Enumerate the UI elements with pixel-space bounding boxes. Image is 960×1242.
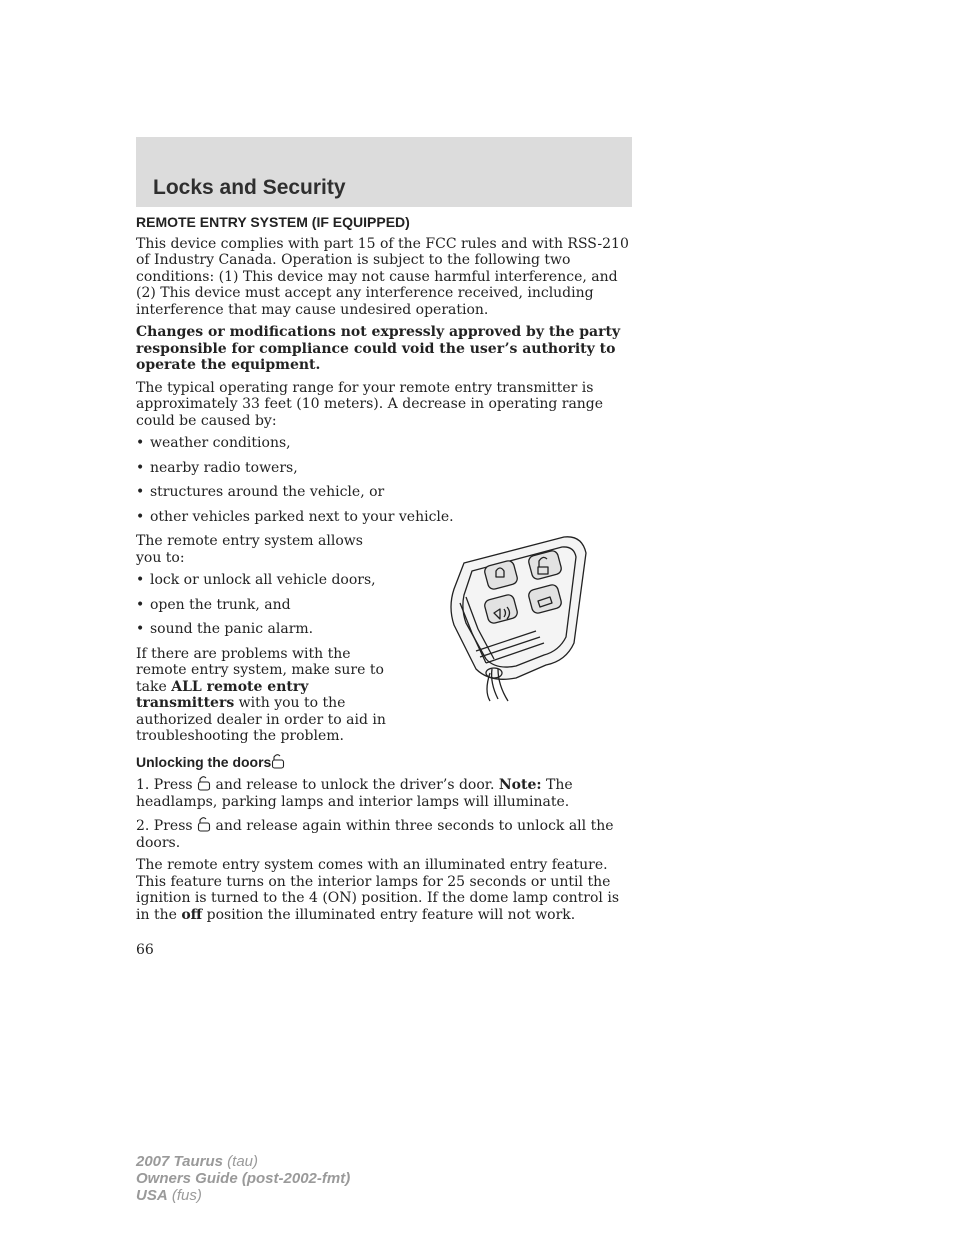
fcc-paragraph: This device complies with part 15 of the FCC rules and with RSS-210 of Industry Canada. Operation is subject to the following two conditions: (1) This device may not cause harmful interference, and (2) This device must accept any interference received, including interference that may cause undesired operation. [136,235,629,318]
unlocking-heading: Unlocking the doors [136,753,636,771]
list-item: • structures around the vehicle, or [136,484,385,500]
illuminated-entry-paragraph: The remote entry system comes with an illuminated entry feature. This feature turns on the interior lamps for 25 seconds or until the ignition is turned to the 4 (ON) position. If the dome lamp control is in the off position the illuminated entry feature will not work. [136,857,620,923]
allows-section [136,533,636,745]
unlock-icon [197,775,211,791]
bullet-icon: • [136,484,145,500]
bullet-icon: • [136,572,145,588]
remote-key-fob-image [446,533,596,703]
page-section-title: Locks and Security [153,176,346,199]
problems-paragraph: If there are problems with the remote entry system, make sure to take ALL remote entry transmitters with you to the authorized dealer in order to aid in troubleshooting the problem. [136,645,386,744]
list-item: • lock or unlock all vehicle doors, [136,572,376,588]
list-item: • other vehicles parked next to your vehicle. [136,508,454,525]
unlock-icon [197,816,211,832]
unlock-step-2: 2. Press and release again within three seconds to unlock all the doors. [136,818,614,851]
bullet-icon: • [136,596,145,613]
unlock-step-1: 1. Press and release to unlock the driver’s door. Note: The headlamps, parking lamps and interior lamps will illuminate. [136,777,573,810]
warning-paragraph: Changes or modifications not expressly approved by the party responsible for compliance could void the user’s authority to operate the equipment. [136,324,621,373]
list-item: • open the trunk, and [136,596,291,613]
allows-paragraph: The remote entry system allows you to: [136,533,363,566]
bullet-icon: • [136,459,145,476]
bullet-icon: • [136,508,145,525]
list-item: • weather conditions, [136,435,291,451]
range-causes-list [136,435,636,525]
allows-list [136,572,391,638]
footer-info: 2007 Taurus (tau) Owners Guide (post-2002-fmt) USA (fus) [136,1153,351,1204]
unlock-icon [271,753,285,769]
list-item: • sound the panic alarm. [136,621,314,637]
page-number: 66 [136,942,154,958]
page-content [136,214,636,929]
list-item: • nearby radio towers, [136,459,298,476]
remote-entry-heading: REMOTE ENTRY SYSTEM (IF EQUIPPED) [136,214,410,230]
range-paragraph: The typical operating range for your remote entry transmitter is approximately 33 feet (10 meters). A decrease in operating range could be caused by: [136,379,604,429]
bullet-icon: • [136,621,145,637]
bullet-icon: • [136,435,145,451]
